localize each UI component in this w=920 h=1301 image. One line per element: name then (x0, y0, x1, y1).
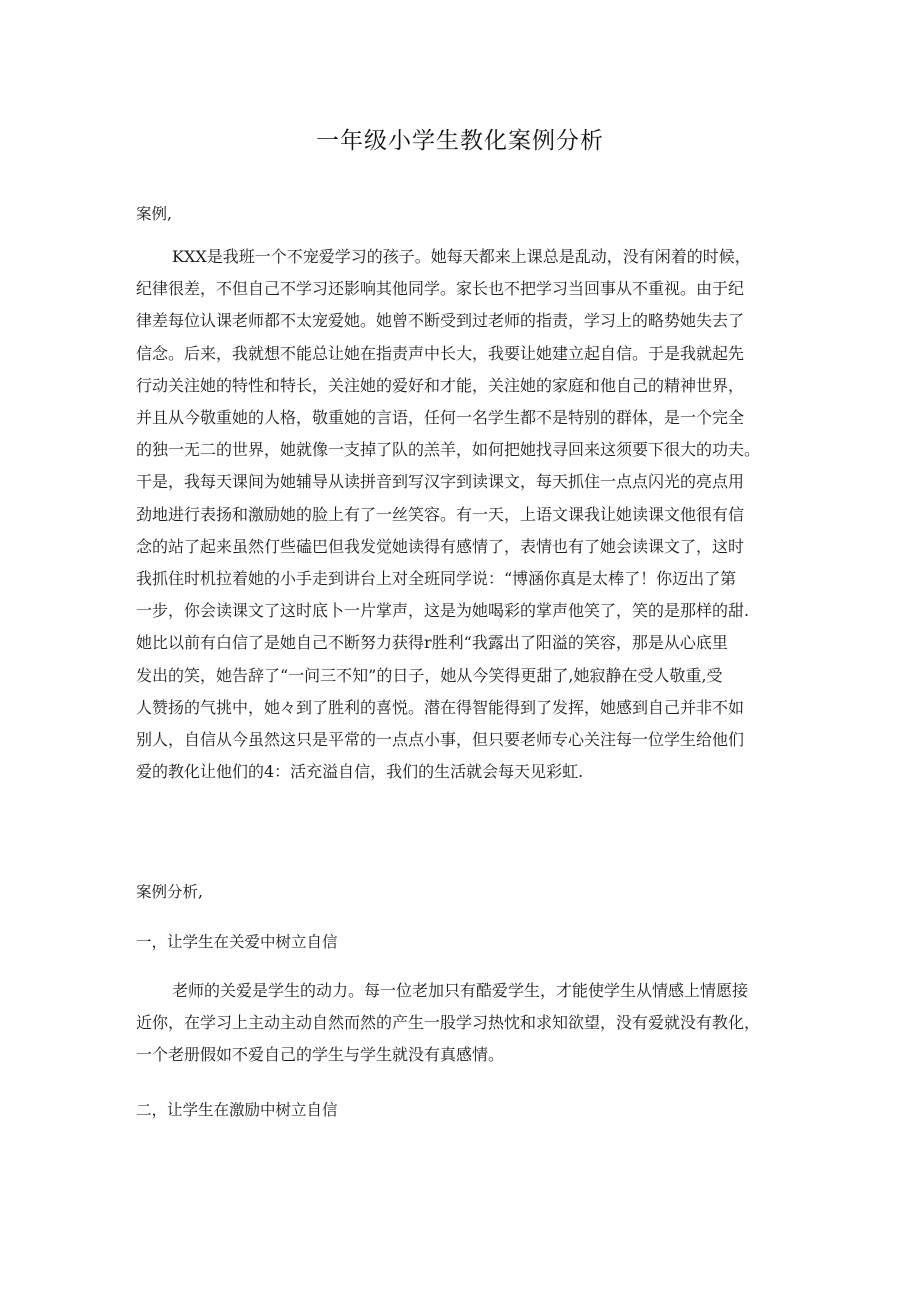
section-heading: 二，让学生在激励中树立自信 (136, 1101, 338, 1119)
section-heading: 一，让学生在关爱中树立自信 (136, 933, 338, 951)
paragraph-line: 发出的笑，她告辞了“一问三不知”的日子，她从今笑得更甜了,她寂静在受人敬重,受 (136, 665, 723, 685)
paragraph-line: 劲地进行表扬和激励她的脸上有了一丝笑容。有一天，上语文课我让她读课文他很有信 (136, 504, 745, 524)
document-title: 一年级小学生教化案例分析 (316, 128, 604, 154)
paragraph-line: 信念。后来，我就想不能总让她在指责声中长大，我要让她建立起自信。于是我就起先 (136, 343, 745, 363)
paragraph-line: 她比以前有白信了是她自己不断努力获得r胜利“我露出了阳溢的笑容，那是从心底里 (136, 633, 728, 653)
paragraph-line: 一个老册假如不爱自己的学生与学生就没有真感情。 (136, 1045, 505, 1065)
paragraph-line: 一步，你会读课文了这时底卜一片掌声，这是为她喝彩的掌声他笑了，笑的是那样的甜. (136, 601, 750, 621)
paragraph-line: 的独一无二的世界，她就像一支掉了队的羔羊，如何把她找寻回来这须要下很大的功夫。 (136, 440, 761, 460)
paragraph-line: 纪律很差，不但自己不学习还影响其他同学。家长也不把学习当回事从不重视。由于纪 (136, 279, 745, 299)
case-paragraph (136, 241, 788, 788)
analysis-label: 案例分析, (136, 883, 203, 901)
paragraph-line: 近你，在学习上主动主动自然而然的产生一股学习热忱和求知欲望，没有爱就没有教化， (136, 1013, 761, 1033)
paragraph-line: 律差每位认课老师都不太宠爱她。她曾不断受到过老师的指责，学习上的略势她失去了 (136, 311, 745, 331)
paragraph-line: 人赞扬的气挑中，她々到了胜利的喜悦。潜在得智能得到了发挥，她感到自己并非不如 (136, 697, 745, 717)
case-label: 案例, (136, 205, 172, 223)
paragraph-line: 我抓住时机拉着她的小手走到讲台上对全班同学说：“博涵你真是太棒了！你迈出了第 (136, 569, 737, 589)
paragraph-line: 别人，自信从今虽然这只是平常的一点点小事，但只要老师专心关注每一位学生给他们 (136, 730, 745, 750)
paragraph-line: 行动关注她的特性和特长，关注她的爱好和才能，关注她的家庭和他自己的精神世界， (136, 375, 745, 395)
paragraph-line: 老师的关爱是学生的动力。每一位老加只有酷爱学生，才能使学生从情感上情愿接 (172, 981, 749, 1000)
paragraph-line: KXX是我班一个不宠爱学习的孩子。她每天都来上课总是乱动，没有闲着的时候， (172, 247, 751, 266)
paragraph-line: 并且从今敬重她的人格，敬重她的言语，任何一名学生都不是特别的群体，是一个完全 (136, 408, 745, 428)
section1-paragraph (136, 975, 788, 1072)
paragraph-line: 干是，我每天课间为她辅导从读拼音到写汉字到读课文，每天抓住一点点闪光的亮点用 (136, 472, 745, 492)
paragraph-line: 爱的教化让他们的4：活充溢自信，我们的生活就会每天见彩虹. (136, 762, 584, 782)
paragraph-line: 念的站了起来虽然仃些磕巴但我发觉她读得有感情了，表情也有了她会读课文了，这时 (136, 536, 745, 556)
